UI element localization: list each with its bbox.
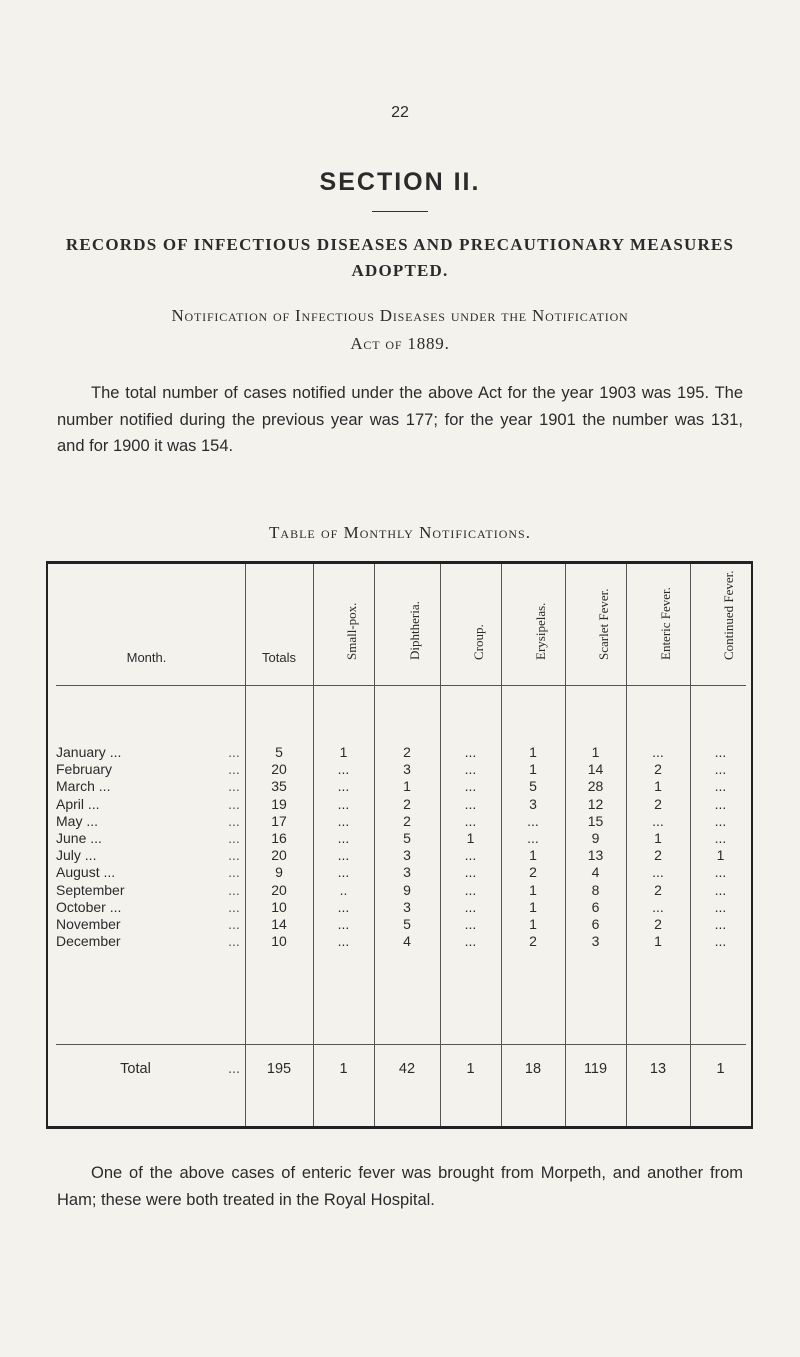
- leader-dots: ...: [228, 864, 240, 881]
- header-croup: Croup.: [470, 624, 486, 660]
- table-cell: ...: [464, 933, 477, 950]
- subheading-line-2: Act of 1889.: [350, 334, 450, 353]
- header-smallpox: Small-pox.: [343, 602, 359, 660]
- table-cell: 6: [591, 916, 600, 932]
- table-cell: ...: [714, 778, 727, 795]
- subheading-line-1: Notification of Infectious Diseases under the Notification: [171, 306, 629, 325]
- table-cell: ...: [714, 864, 727, 881]
- table-row: [48, 916, 751, 933]
- table-cell: ...: [714, 744, 727, 760]
- table-cell: 1: [716, 847, 725, 864]
- header-erysipelas: Erysipelas.: [533, 602, 548, 660]
- leader-dots: ...: [228, 812, 240, 829]
- table-cell: 17: [271, 812, 287, 829]
- table-cell: 1: [529, 881, 537, 898]
- table-cell: 2: [529, 933, 537, 950]
- table-cell: ...: [337, 830, 350, 846]
- leader-dots: ...: [228, 830, 240, 846]
- table-cell: 9: [275, 864, 283, 881]
- table-cell: ...: [714, 830, 727, 846]
- table-cell: ...: [652, 744, 664, 760]
- table-row: [48, 864, 751, 881]
- table-cell: ...: [464, 744, 477, 760]
- total-rule: [56, 1044, 746, 1045]
- table-cell: 5: [403, 830, 411, 846]
- table-row: [48, 761, 751, 778]
- table-cell: ...: [337, 778, 350, 795]
- table-row: [48, 830, 751, 847]
- leader-dots: ...: [228, 898, 240, 915]
- table-cell: 2: [529, 864, 537, 881]
- table-cell: 1: [654, 830, 662, 846]
- month-cell: September: [56, 881, 125, 898]
- total-row: [48, 1061, 751, 1081]
- table-cell: ...: [337, 898, 350, 915]
- table-cell: 8: [591, 881, 600, 898]
- table-title: Table of Monthly Notifications.: [269, 523, 531, 542]
- table-cell: 3: [403, 864, 411, 881]
- header-scarlet-fever: Scarlet Fever.: [595, 588, 611, 660]
- leader-dots: ...: [228, 778, 240, 795]
- table-cell: 15: [587, 812, 604, 829]
- total-cell: 13: [649, 1061, 667, 1077]
- table-cell: 13: [587, 847, 604, 864]
- table-cell: 4: [591, 864, 600, 881]
- month-cell: May ...: [56, 812, 99, 829]
- leader-dots: ...: [228, 795, 240, 812]
- month-cell: December: [56, 933, 121, 950]
- table-row: [48, 899, 751, 916]
- table-cell: 3: [403, 761, 411, 778]
- table-cell: 12: [587, 795, 604, 812]
- leader-dots: ...: [228, 761, 240, 778]
- table-cell: 3: [403, 898, 411, 915]
- table-cell: 1: [529, 744, 537, 760]
- total-label: Total: [120, 1061, 151, 1077]
- table-cell: ..: [339, 881, 348, 898]
- table-cell: ...: [337, 795, 350, 812]
- table-cell: ...: [464, 778, 477, 795]
- subheading: [40, 302, 760, 358]
- table-cell: ...: [464, 795, 477, 812]
- table-cell: 5: [403, 916, 411, 932]
- table-cell: 9: [403, 881, 411, 898]
- table-cell: 2: [654, 761, 662, 778]
- header-totals: Totals: [262, 650, 296, 665]
- table-cell: 10: [271, 933, 287, 950]
- table-cell: 1: [339, 744, 348, 760]
- month-cell: February: [56, 761, 113, 778]
- table-cell: 14: [271, 916, 287, 932]
- table-row: [48, 778, 751, 795]
- header-rule: [56, 685, 746, 686]
- intro-paragraph: The total number of cases notified under the above Act for the year 1903 was 195. The number notified during the previous year was 177; for the year 1901 the number was 131, and for 1900 it was 154.: [57, 384, 743, 455]
- table-cell: 2: [654, 916, 662, 932]
- total-dots: ...: [227, 1061, 241, 1077]
- month-cell: October ...: [56, 898, 122, 915]
- month-cell: July ...: [56, 847, 97, 864]
- table-cell: 1: [529, 898, 537, 915]
- table-cell: 2: [403, 744, 411, 760]
- table-cell: ...: [652, 864, 664, 881]
- table-cell: ...: [464, 916, 477, 932]
- table-row: [48, 744, 751, 761]
- table-cell: 2: [654, 881, 662, 898]
- table-cell: 1: [654, 778, 662, 795]
- table-cell: 1: [403, 778, 411, 795]
- month-cell: March ...: [56, 778, 111, 795]
- month-cell: January ...: [56, 744, 122, 760]
- month-cell: June ...: [56, 830, 102, 846]
- table-cell: ...: [652, 812, 664, 829]
- table-cell: ...: [337, 864, 350, 881]
- table-cell: 4: [403, 933, 411, 950]
- table-cell: 5: [529, 778, 537, 795]
- section-title: SECTION II.: [319, 168, 481, 196]
- table-cell: ...: [464, 812, 477, 829]
- table-cell: 1: [529, 916, 537, 932]
- table-cell: 35: [271, 778, 287, 795]
- table-cell: 2: [403, 795, 411, 812]
- table-cell: ...: [337, 812, 350, 829]
- total-cell: 195: [266, 1061, 292, 1077]
- table-row: [48, 796, 751, 813]
- header-month: Month.: [126, 650, 167, 665]
- table-row: [48, 933, 751, 950]
- table-cell: 1: [529, 761, 537, 778]
- leader-dots: ...: [228, 916, 240, 932]
- table-cell: 16: [271, 830, 287, 846]
- table-cell: 10: [271, 898, 287, 915]
- table-cell: ...: [337, 847, 350, 864]
- table-cell: ...: [464, 881, 477, 898]
- table-cell: 1: [654, 933, 662, 950]
- leader-dots: ...: [228, 744, 240, 760]
- table-cell: ...: [714, 795, 727, 812]
- table-cell: ...: [464, 847, 477, 864]
- leader-dots: ...: [228, 881, 240, 898]
- leader-dots: ...: [228, 847, 240, 864]
- table-cell: 20: [271, 847, 287, 864]
- table-cell: ...: [714, 761, 727, 778]
- table-cell: 1: [466, 830, 475, 846]
- table-cell: ...: [527, 812, 539, 829]
- table-cell: 19: [271, 795, 287, 812]
- header-continued-fever: Continued Fever.: [720, 570, 736, 660]
- total-cell: 1: [466, 1061, 475, 1077]
- table-cell: ...: [337, 761, 350, 778]
- table-cell: 6: [591, 898, 600, 915]
- table-cell: 28: [587, 778, 604, 795]
- table-cell: 3: [529, 795, 537, 812]
- header-enteric-fever: Enteric Fever.: [658, 587, 673, 660]
- table-cell: 1: [529, 847, 537, 864]
- title-rule: [372, 211, 428, 212]
- total-cell: 1: [716, 1061, 725, 1077]
- table-cell: ...: [714, 916, 727, 932]
- table-cell: ...: [337, 916, 350, 932]
- table-cell: 2: [403, 812, 411, 829]
- total-cell: 18: [524, 1061, 542, 1077]
- total-cell: 42: [398, 1061, 416, 1077]
- table-cell: ...: [714, 898, 727, 915]
- page-number: 22: [391, 104, 409, 121]
- footnote-paragraph: One of the above cases of enteric fever was brought from Morpeth, and another from Ham; these were both treated in the Royal Hospital.: [57, 1164, 743, 1209]
- table-cell: ...: [464, 898, 477, 915]
- table-cell: 2: [654, 795, 662, 812]
- table-cell: 3: [403, 847, 411, 864]
- table-row: [48, 882, 751, 899]
- total-cell: 119: [583, 1061, 608, 1077]
- table-row: [48, 847, 751, 864]
- table-cell: 20: [271, 761, 287, 778]
- table-cell: 5: [275, 744, 283, 760]
- table-cell: 3: [591, 933, 600, 950]
- month-cell: August ...: [56, 864, 116, 881]
- header-diphtheria: Diphtheria.: [407, 601, 422, 660]
- heading: RECORDS OF INFECTIOUS DISEASES AND PRECAUTIONARY MEASURES ADOPTED.: [65, 235, 735, 280]
- table-cell: ...: [464, 761, 477, 778]
- table-cell: ...: [714, 881, 727, 898]
- table-cell: ...: [464, 864, 477, 881]
- table-cell: ...: [527, 830, 539, 846]
- month-cell: November: [56, 916, 121, 932]
- leader-dots: ...: [228, 933, 240, 950]
- table-cell: ...: [714, 933, 727, 950]
- table-cell: ...: [337, 933, 350, 950]
- table-cell: 20: [271, 881, 287, 898]
- total-cell: 1: [339, 1061, 348, 1077]
- table-cell: 1: [591, 744, 600, 760]
- table-row: [48, 813, 751, 830]
- table-cell: ...: [652, 898, 664, 915]
- month-cell: April ...: [56, 795, 100, 812]
- table-cell: ...: [714, 812, 727, 829]
- notifications-table: [46, 561, 753, 1129]
- table-cell: 9: [591, 830, 600, 846]
- table-cell: 2: [654, 847, 662, 864]
- table-cell: 14: [587, 761, 604, 778]
